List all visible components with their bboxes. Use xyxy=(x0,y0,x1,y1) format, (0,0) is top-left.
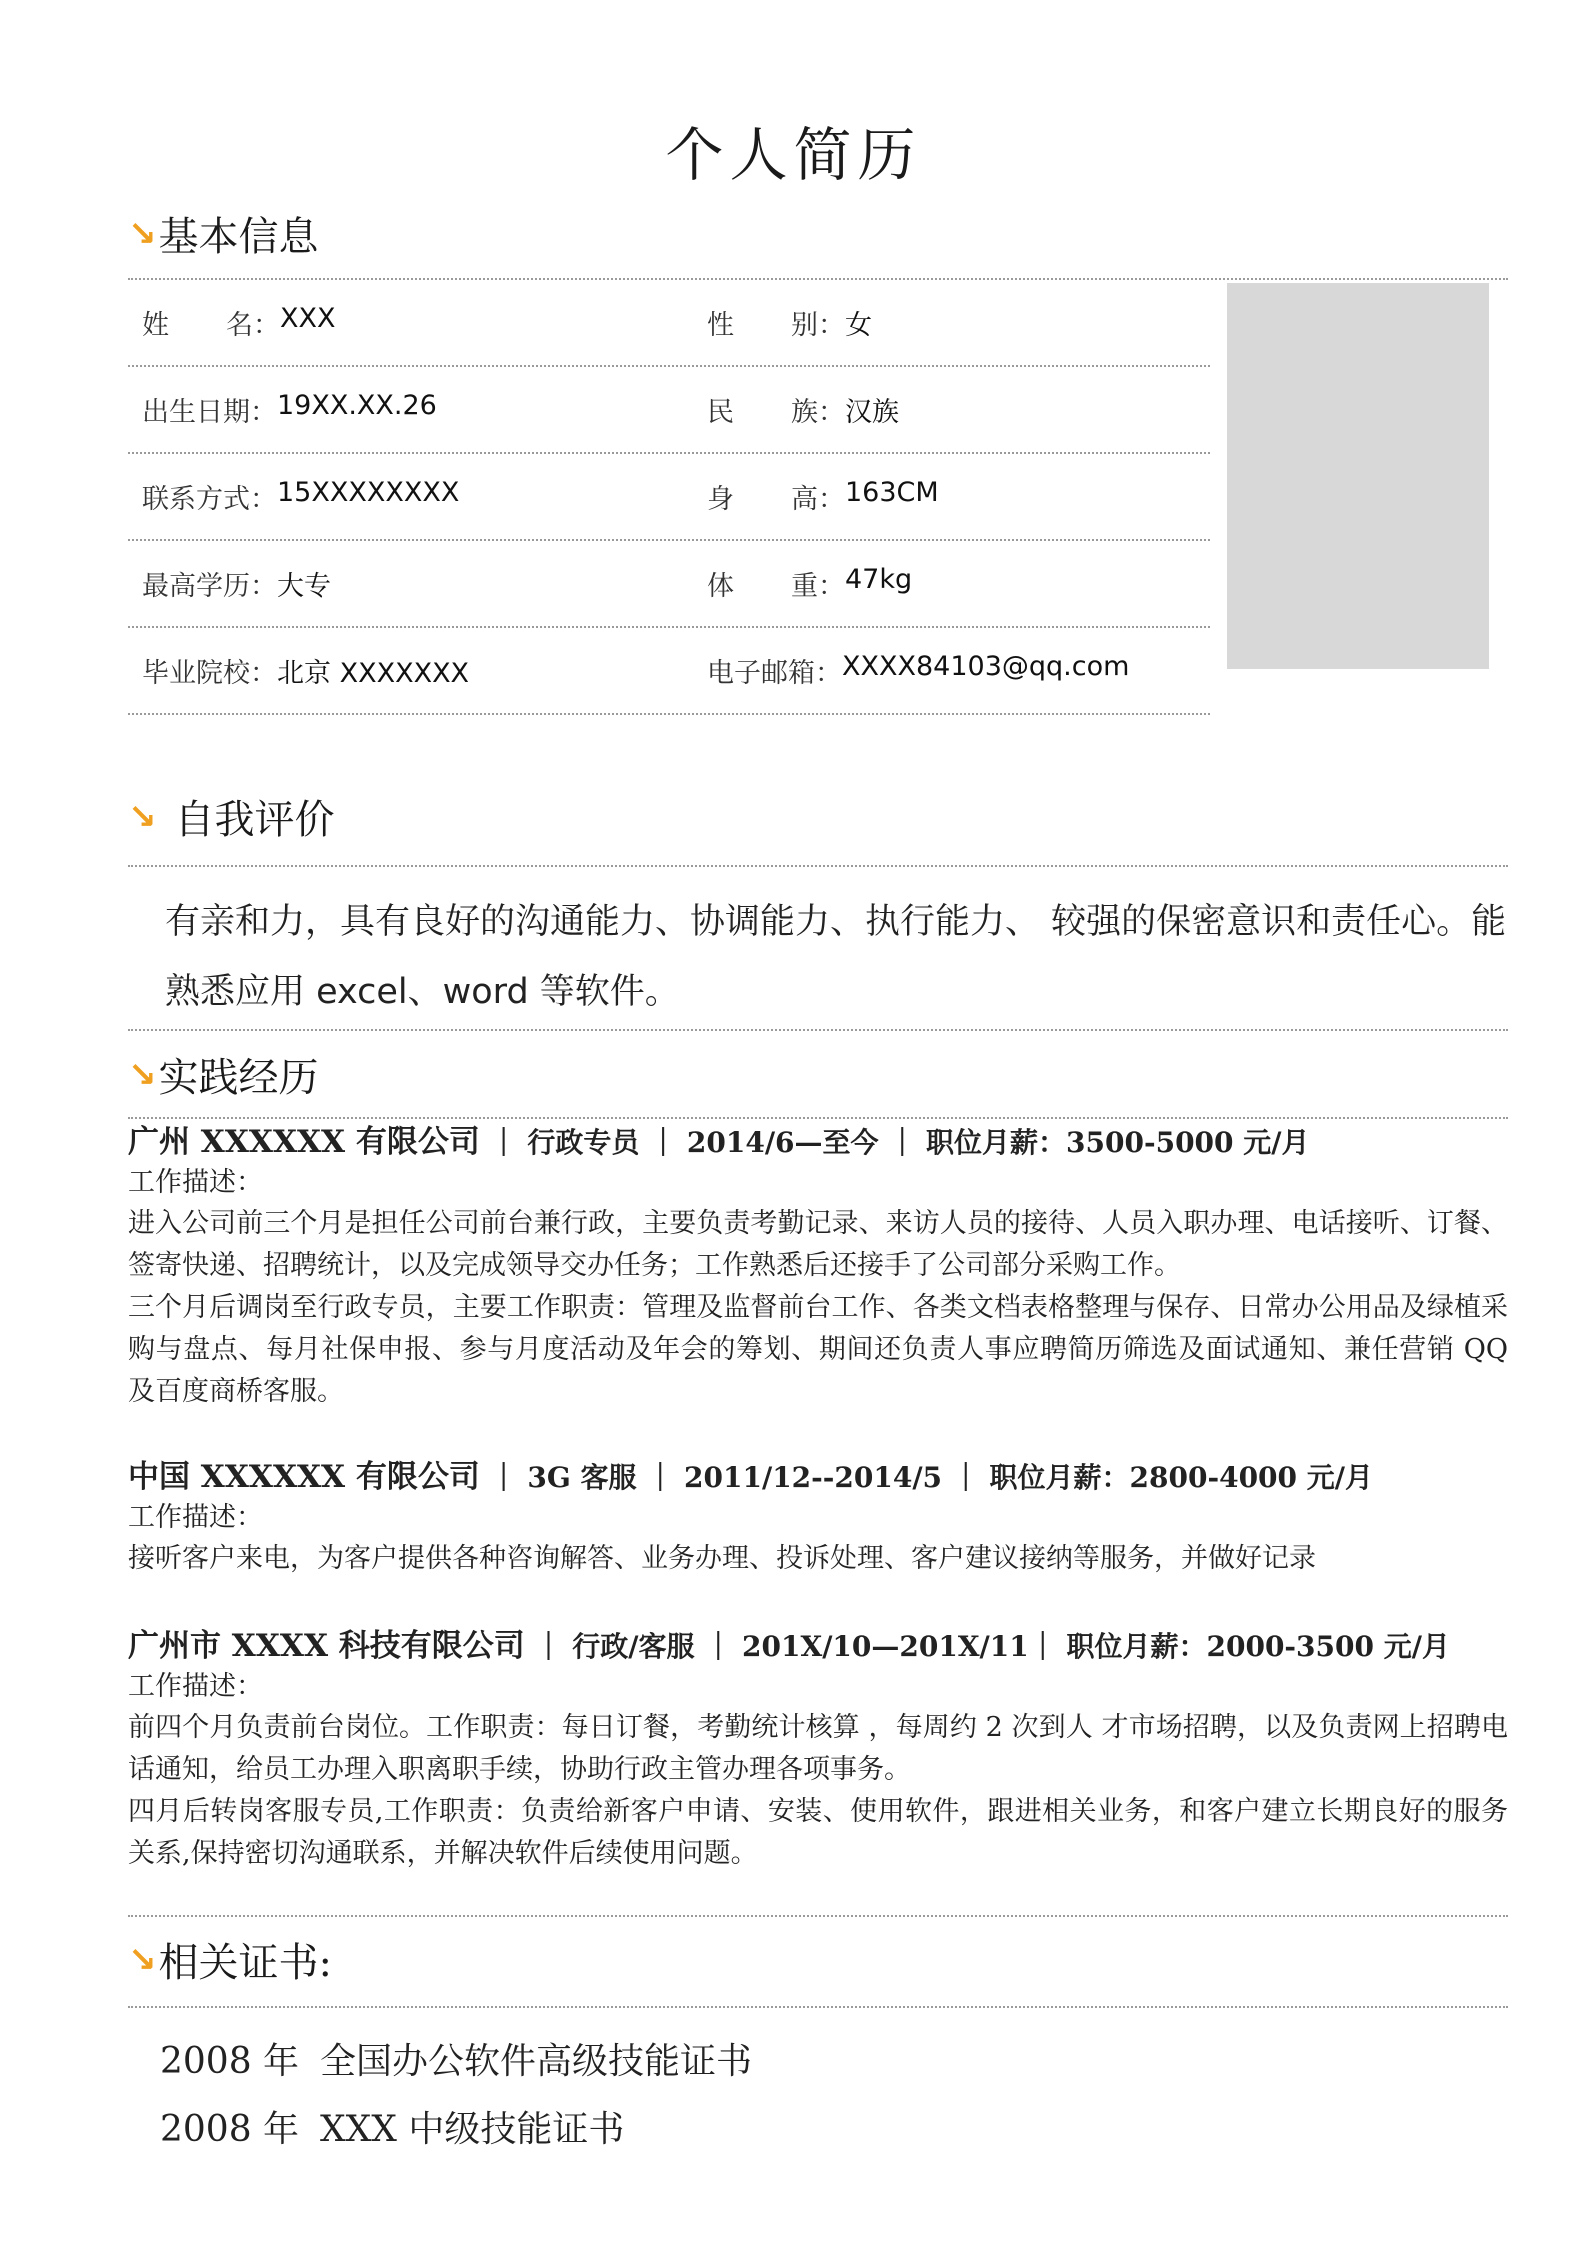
label-char: 名： xyxy=(226,310,280,341)
label-char: 体 xyxy=(707,571,734,602)
value-email: XXXX84103@qq.com xyxy=(842,651,1130,682)
info-row-name-gender xyxy=(128,280,1210,367)
divider xyxy=(128,1915,1508,1917)
section-basic-info-title: 基本信息 xyxy=(158,214,319,260)
label-char: 姓 xyxy=(142,310,169,341)
arrow-icon: ↘ xyxy=(128,1054,157,1095)
desc-paragraph: 三个月后调岗至行政专员，主要工作职责：管理及监督前台工作、各类文档表格整理与保存、日常办公用品及绿植采购与盘点、每月社保申报、参与月度活动及年会的筹划、期间还负责人事应聘简历筛选及面试通知、兼任营销 QQ 及百度商桥客服。 xyxy=(128,1292,1508,1407)
label-education: 最高学历： xyxy=(142,571,277,602)
info-row-contact-height xyxy=(128,454,1210,541)
label-contact: 联系方式： xyxy=(142,484,277,515)
experience-meta: ｜ 行政/客服 ｜ 201X/10—201X/11｜ 职位月薪：2000-3500 元/月 xyxy=(524,1630,1450,1663)
info-weight xyxy=(693,564,1210,603)
desc-label: 工作描述： xyxy=(128,1167,263,1198)
section-certs-heading xyxy=(128,1931,332,1988)
experience-item xyxy=(128,1626,1508,1875)
arrow-icon: ↘ xyxy=(128,1939,157,1980)
experience-header xyxy=(128,1122,1508,1163)
info-email xyxy=(693,651,1210,690)
info-gender xyxy=(693,303,1210,342)
label-char: 高： xyxy=(791,484,845,515)
desc-paragraph: 进入公司前三个月是担任公司前台兼行政，主要负责考勤记录、来访人员的接待、人员入职办理、电话接听、订餐、签寄快递、招聘统计，以及完成领导交办任务；工作熟悉后还接手了公司部分采购工作。 xyxy=(128,1208,1508,1281)
divider xyxy=(128,865,1508,867)
label-birth: 出生日期： xyxy=(142,397,277,428)
value-ethnicity: 汉族 xyxy=(845,397,899,428)
basic-info-table xyxy=(128,280,1210,715)
info-contact xyxy=(128,477,693,516)
company-name: 中国 XXXXXX 有限公司 xyxy=(128,1459,480,1495)
section-certs-title: 相关证书: xyxy=(158,1940,332,1986)
arrow-icon: ↘ xyxy=(128,796,157,837)
desc-paragraph: 前四个月负责前台岗位。工作职责：每日订餐，考勤统计核算 ，每周约 2 次到人 才市场招聘，以及负责网上招聘电话通知，给员工办理入职离职手续，协助行政主管办理各项事务。 xyxy=(128,1712,1508,1785)
divider xyxy=(128,1029,1508,1031)
info-education xyxy=(128,564,693,603)
label-char: 重： xyxy=(791,571,845,602)
certificate-year: 2008 年 xyxy=(160,2041,300,2082)
experience-item xyxy=(128,1122,1508,1413)
section-practice-title: 实践经历 xyxy=(158,1055,319,1101)
value-gender: 女 xyxy=(845,310,872,341)
certificate-year: 2008 年 xyxy=(160,2109,300,2150)
desc-label: 工作描述： xyxy=(128,1502,263,1533)
label-char: 族： xyxy=(791,397,845,428)
arrow-icon: ↘ xyxy=(128,213,157,254)
value-name: XXX xyxy=(280,303,336,334)
divider xyxy=(128,2006,1508,2008)
label-email: 电子邮箱： xyxy=(707,658,842,689)
label-char: 别： xyxy=(791,310,845,341)
info-height xyxy=(693,477,1210,516)
value-weight: 47kg xyxy=(845,564,913,595)
experience-header xyxy=(128,1457,1508,1498)
section-self-eval-heading xyxy=(128,788,335,845)
value-school: 北京 XXXXXXX xyxy=(277,658,470,689)
desc-label: 工作描述： xyxy=(128,1671,263,1702)
info-row-birth-ethnicity xyxy=(128,367,1210,454)
divider xyxy=(128,1117,1508,1119)
page-title: 个人简历 xyxy=(665,121,922,189)
certificate-list xyxy=(160,2028,752,2164)
experience-meta: ｜ 行政专员 ｜ 2014/6—至今 ｜ 职位月薪：3500-5000 元/月 xyxy=(479,1126,1310,1159)
label-school: 毕业院校： xyxy=(142,658,277,689)
info-birth xyxy=(128,390,693,429)
certificate-name: XXX 中级技能证书 xyxy=(320,2109,625,2150)
certificate-item xyxy=(160,2096,752,2164)
info-ethnicity xyxy=(693,390,1210,429)
value-birth: 19XX.XX.26 xyxy=(277,390,437,421)
label-char: 性 xyxy=(707,310,734,341)
company-name: 广州 XXXXXX 有限公司 xyxy=(128,1124,480,1160)
value-height: 163CM xyxy=(845,477,939,508)
certificate-item xyxy=(160,2028,752,2096)
section-self-eval-title: 自我评价 xyxy=(174,797,335,843)
info-school xyxy=(128,651,693,690)
photo-placeholder xyxy=(1227,283,1489,669)
desc-paragraph: 四月后转岗客服专员,工作职责：负责给新客户申请、安装、使用软件，跟进相关业务，和客户建立长期良好的服务关系,保持密切沟通联系，并解决软件后续使用问题。 xyxy=(128,1796,1508,1869)
experience-item xyxy=(128,1457,1508,1580)
self-evaluation-text: 有亲和力，具有良好的沟通能力、协调能力、执行能力、 较强的保密意识和责任心。能熟悉应用 excel、word 等软件。 xyxy=(165,902,1507,1012)
section-practice-heading xyxy=(128,1046,319,1103)
info-row-school-email xyxy=(128,628,1210,715)
info-name xyxy=(128,303,693,342)
certificate-name: 全国办公软件高级技能证书 xyxy=(320,2041,753,2082)
desc-paragraph: 接听客户来电，为客户提供各种咨询解答、业务办理、投诉处理、客户建议接纳等服务，并做好记录 xyxy=(128,1543,1316,1574)
value-education: 大专 xyxy=(277,571,331,602)
info-row-education-weight xyxy=(128,541,1210,628)
experience-meta: ｜ 3G 客服 ｜ 2011/12--2014/5 ｜ 职位月薪：2800-4000 元/月 xyxy=(479,1461,1373,1494)
value-contact: 15XXXXXXXX xyxy=(277,477,460,508)
section-basic-info-heading xyxy=(128,205,319,262)
company-name: 广州市 XXXX 科技有限公司 xyxy=(128,1628,525,1664)
experience-header xyxy=(128,1626,1508,1667)
label-char: 民 xyxy=(707,397,734,428)
label-char: 身 xyxy=(707,484,734,515)
